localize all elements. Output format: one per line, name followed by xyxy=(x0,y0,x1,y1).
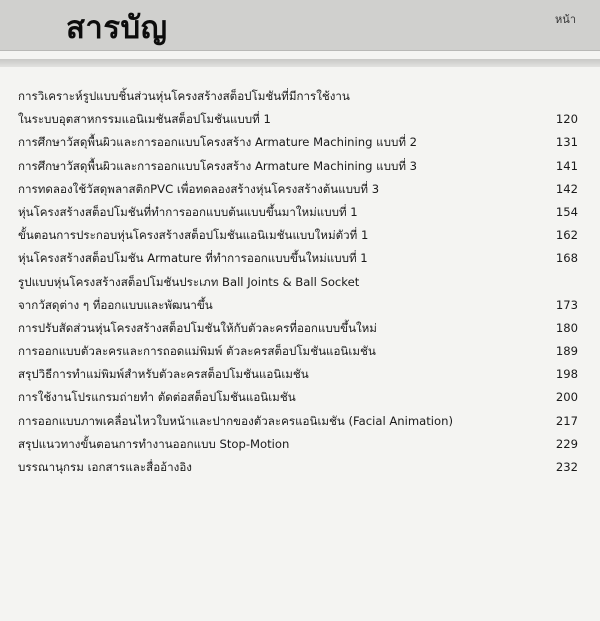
page-column-label: หน้า xyxy=(555,13,576,26)
header-band xyxy=(0,0,600,51)
toc-entry xyxy=(18,271,578,294)
toc-entry-page: 154 xyxy=(555,204,578,219)
toc-entry-page: 168 xyxy=(555,251,578,266)
toc-entry-title: หุ่นโครงสร้างสต็อปโมชัน Armature ที่ทำการออกแบบขึ้นใหม่แบบที่ 1 xyxy=(18,251,368,266)
toc-entry-title: สรุปแนวทางขั้นตอนการทำงานออกแบบ Stop-Motion xyxy=(18,436,290,451)
toc-entry-page: 180 xyxy=(555,320,578,335)
toc-entry xyxy=(18,294,578,317)
toc-entry-title: การทดลองใช้วัสดุพลาสติกPVC เพื่อทดลองสร้างหุ่นโครงสร้างต้นแบบที่ 3 xyxy=(18,181,380,196)
toc-entry-page: 131 xyxy=(555,135,578,150)
toc-entry-title: สรุปวิธีการทำแม่พิมพ์สำหรับตัวละครสต็อปโมชันแอนิเมชัน xyxy=(18,367,309,382)
toc-entry-page: 189 xyxy=(555,344,578,359)
toc-entry-title: การใช้งานโปรแกรมถ่ายทำ ตัดต่อสต็อปโมชันแอนิเมชัน xyxy=(18,390,296,405)
toc-entry-title: หุ่นโครงสร้างสต็อปโมชันที่ทำการออกแบบต้นแบบขึ้นมาใหม่แบบที่ 1 xyxy=(18,204,358,219)
toc-entry xyxy=(18,456,578,479)
toc-entry xyxy=(18,201,578,224)
toc-entry-title: รูปแบบหุ่นโครงสร้างสต็อปโมชันประเภท Ball Joints & Ball Socket xyxy=(18,274,360,289)
toc-list xyxy=(18,85,578,479)
toc-entry-title: การวิเคราะห์รูปแบบชิ้นส่วนหุ่นโครงสร้างสต็อปโมชันที่มีการใช้งาน xyxy=(18,89,350,103)
page-title: สารบัญ xyxy=(66,10,168,46)
toc-entry-title: ขั้นตอนการประกอบหุ่นโครงสร้างสต็อปโมชันแอนิเมชันแบบใหม่ตัวที่ 1 xyxy=(18,228,369,243)
toc-entry-title: ในระบบอุตสาหกรรมแอนิเมชันสต็อปโมชันแบบที่ 1 xyxy=(18,112,271,127)
toc-entry-page: 173 xyxy=(555,297,578,312)
toc-entry-page: 217 xyxy=(555,413,578,428)
toc-entry xyxy=(18,363,578,386)
toc-entry xyxy=(18,178,578,201)
toc-entry xyxy=(18,224,578,247)
divider-band xyxy=(0,59,600,67)
toc-entry-page: 229 xyxy=(555,436,578,451)
toc-entry xyxy=(18,131,578,154)
toc-entry xyxy=(18,410,578,433)
toc-entry xyxy=(18,85,578,108)
toc-entry-title: จากวัสดุต่าง ๆ ที่ออกแบบและพัฒนาขึ้น xyxy=(18,297,213,312)
toc-entry-page: 198 xyxy=(555,367,578,382)
toc-entry xyxy=(18,317,578,340)
toc-entry xyxy=(18,155,578,178)
toc-entry-page: 162 xyxy=(555,228,578,243)
toc-entry-page: 142 xyxy=(555,181,578,196)
toc-entry xyxy=(18,340,578,363)
toc-entry-title: บรรณานุกรม เอกสารและสื่ออ้างอิง xyxy=(18,460,192,474)
toc-entry-page: 120 xyxy=(555,112,578,127)
toc-entry-title: การออกแบบตัวละครและการถอดแม่พิมพ์ ตัวละครสต็อปโมชันแอนิเมชัน xyxy=(18,344,376,359)
toc-entry-title: การออกแบบภาพเคลื่อนไหวใบหน้าและปากของตัวละครแอนิเมชัน (Facial Animation) xyxy=(18,413,453,428)
toc-entry xyxy=(18,386,578,409)
toc-entry-title: การศึกษาวัสดุพื้นผิวและการออกแบบโครงสร้าง Armature Machining แบบที่ 2 xyxy=(18,135,418,150)
toc-entry-title: การปรับสัดส่วนหุ่นโครงสร้างสต็อปโมชันให้กับตัวละครที่ออกแบบขึ้นใหม่ xyxy=(18,320,377,335)
toc-entry-page: 200 xyxy=(555,390,578,405)
toc-entry-page: 141 xyxy=(555,158,578,173)
toc-entry xyxy=(18,108,578,131)
toc-entry-title: การศึกษาวัสดุพื้นผิวและการออกแบบโครงสร้าง Armature Machining แบบที่ 3 xyxy=(18,158,418,173)
toc-entry xyxy=(18,433,578,456)
toc-entry-page: 232 xyxy=(555,460,578,474)
toc-entry xyxy=(18,247,578,270)
